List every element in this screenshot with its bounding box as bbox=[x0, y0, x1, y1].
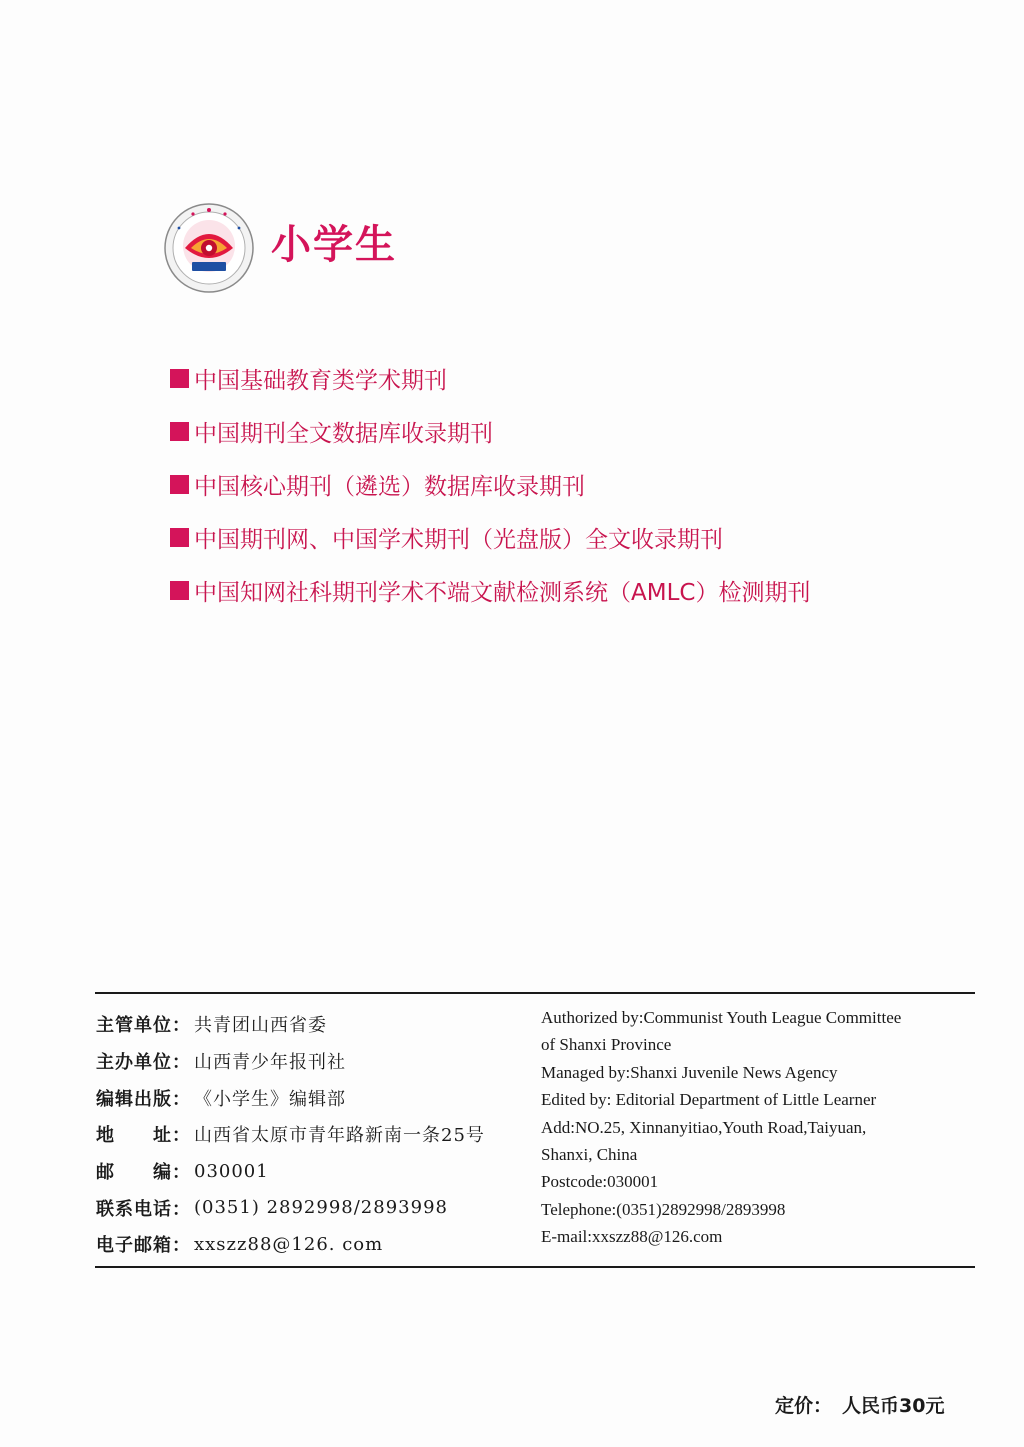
colophon-value: 共青团山西省委 bbox=[194, 1015, 327, 1037]
colophon-row-phone bbox=[96, 1189, 485, 1226]
colophon-en-line: of Shanxi Province bbox=[541, 1035, 672, 1055]
colophon-value: 山西省太原市青年路新南一条25号 bbox=[194, 1125, 485, 1147]
colophon-label: 邮 编： bbox=[96, 1162, 191, 1184]
price-label: 定价： bbox=[775, 1395, 833, 1417]
colophon-value: xxszz88@126. com bbox=[194, 1233, 384, 1255]
list-item bbox=[170, 458, 810, 511]
colophon-value: 《小学生》编辑部 bbox=[194, 1088, 346, 1110]
colophon-en-line: Authorized by:Communist Youth League Committee bbox=[541, 1008, 902, 1027]
square-bullet-icon bbox=[170, 528, 189, 547]
indexing-text: 中国期刊网、中国学术期刊（光盘版）全文收录期刊 bbox=[194, 527, 723, 553]
colophon-value: 030001 bbox=[194, 1160, 269, 1182]
colophon-label: 主管单位： bbox=[96, 1015, 191, 1037]
list-item bbox=[170, 564, 810, 617]
indexing-text: 中国核心期刊（遴选）数据库收录期刊 bbox=[194, 474, 585, 500]
square-bullet-icon bbox=[170, 475, 189, 494]
indexing-text: 中国期刊全文数据库收录期刊 bbox=[194, 421, 493, 447]
colophon-en-line: Managed by:Shanxi Juvenile News Agency bbox=[541, 1062, 838, 1082]
colophon-label: 联系电话： bbox=[96, 1198, 191, 1220]
list-item bbox=[170, 352, 810, 405]
colophon-row-sponsor bbox=[96, 1043, 485, 1080]
colophon-en-line: Shanxi, China bbox=[541, 1145, 638, 1165]
colophon-value: (0351) 2892998/2893998 bbox=[194, 1197, 448, 1219]
colophon-en-line: Telephone:(0351)2892998/2893998 bbox=[541, 1199, 786, 1219]
list-item bbox=[170, 511, 810, 564]
square-bullet-icon bbox=[170, 422, 189, 441]
colophon-row-editor bbox=[96, 1079, 485, 1116]
colophon-row-postcode bbox=[96, 1153, 485, 1190]
indexing-text: 中国知网社科期刊学术不端文献检测系统（AMLC）检测期刊 bbox=[194, 580, 811, 606]
colophon-label: 电子邮箱： bbox=[96, 1235, 191, 1257]
indexing-text: 中国基础教育类学术期刊 bbox=[194, 368, 447, 394]
list-item bbox=[170, 405, 810, 458]
price-tag bbox=[775, 1391, 944, 1418]
price-value: 人民币30元 bbox=[842, 1395, 945, 1417]
indexing-list bbox=[170, 352, 810, 617]
masthead bbox=[163, 202, 463, 294]
colophon-row-address bbox=[96, 1116, 485, 1153]
journal-title: 小学生 bbox=[271, 222, 397, 268]
colophon-en-line: Add:NO.25, Xinnanyitiao,Youth Road,Taiyuan, bbox=[541, 1117, 867, 1137]
colophon-label: 主办单位： bbox=[96, 1052, 191, 1074]
colophon-en-line: E-mail:xxszz88@126.com bbox=[541, 1227, 723, 1247]
square-bullet-icon bbox=[170, 581, 189, 600]
colophon-label: 编辑出版： bbox=[96, 1088, 191, 1110]
colophon-bottom-divider bbox=[95, 1266, 975, 1268]
colophon-chinese bbox=[96, 1006, 485, 1263]
colophon-en-line: Edited by: Editorial Department of Little Learner bbox=[541, 1090, 877, 1110]
colophon-value: 山西青少年报刊社 bbox=[194, 1052, 346, 1074]
colophon-english bbox=[541, 1004, 961, 1251]
colophon-row-supervisor bbox=[96, 1006, 485, 1043]
colophon-row-email bbox=[96, 1226, 485, 1263]
colophon-en-line: Postcode:030001 bbox=[541, 1172, 659, 1192]
colophon-label: 地 址： bbox=[96, 1125, 191, 1147]
journal-emblem-icon bbox=[163, 202, 255, 294]
colophon-top-divider bbox=[95, 992, 975, 994]
square-bullet-icon bbox=[170, 369, 189, 388]
